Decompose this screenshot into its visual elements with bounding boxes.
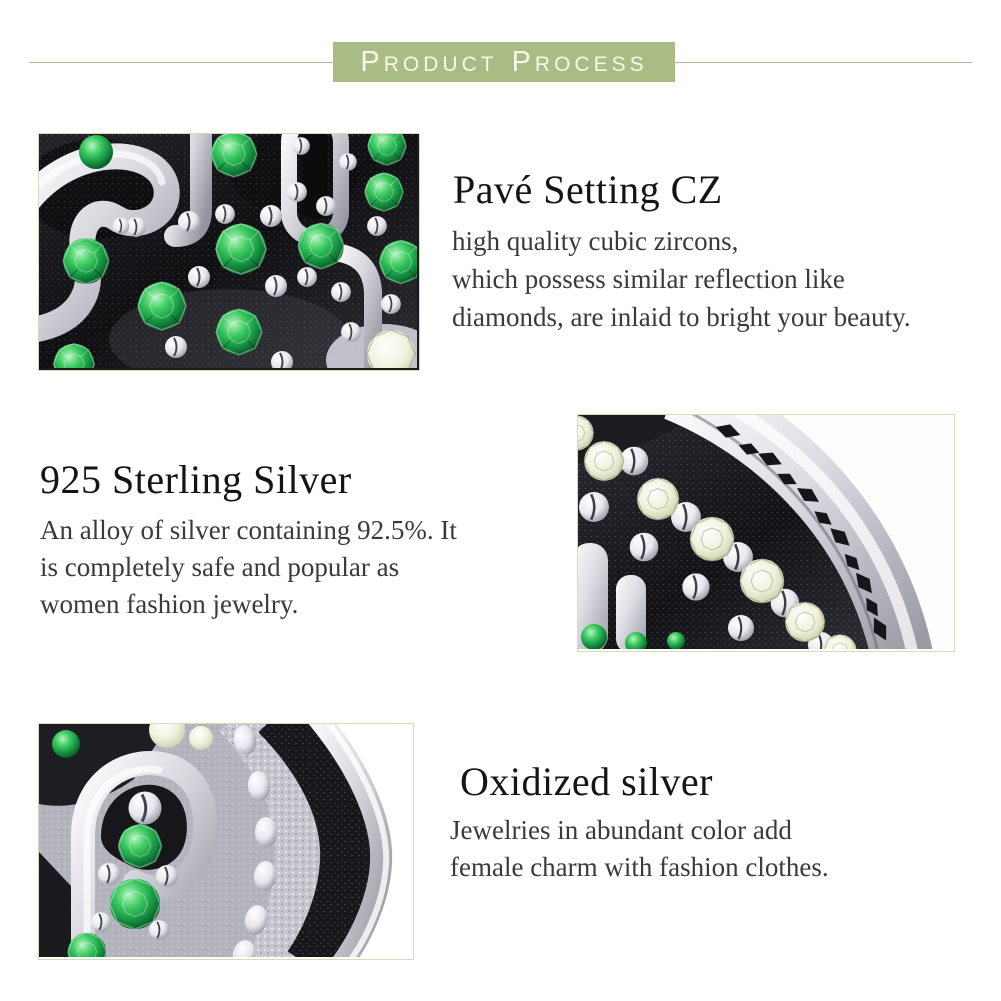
- green-cz-cactus-photo: [38, 133, 420, 371]
- banner-word: P ROCESS: [511, 45, 648, 78]
- body-line: female charm with fashion clothes.: [450, 852, 829, 882]
- silver-rim-pave-cz-photo: [577, 414, 955, 652]
- section-heading-pave-setting-cz: Pavé Setting CZ: [453, 167, 723, 212]
- banner-left-rule: [29, 62, 333, 63]
- body-line: which possess similar reflection like: [452, 264, 845, 294]
- section-body-pave-setting-cz: [452, 222, 911, 336]
- section-heading-oxidized-silver: Oxidized silver: [460, 759, 713, 804]
- body-line: An alloy of silver containing 92.5%. It: [40, 515, 457, 545]
- banner-word: P RODUCT: [360, 45, 498, 78]
- body-line: women fashion jewelry.: [40, 589, 299, 619]
- body-line: diamonds, are inlaid to bright your beauty.: [452, 302, 911, 332]
- banner-right-rule: [675, 62, 972, 63]
- body-line: high quality cubic zircons,: [452, 226, 739, 256]
- section-body-925-sterling-silver: [40, 512, 457, 623]
- section-title-banner: [333, 42, 675, 82]
- section-heading-925-sterling-silver: 925 Sterling Silver: [40, 457, 352, 502]
- body-line: is completely safe and popular as: [40, 552, 400, 582]
- oxidized-silver-swirl-photo: [38, 723, 414, 960]
- section-body-oxidized-silver: [450, 812, 829, 886]
- body-line: Jewelries in abundant color add: [450, 815, 792, 845]
